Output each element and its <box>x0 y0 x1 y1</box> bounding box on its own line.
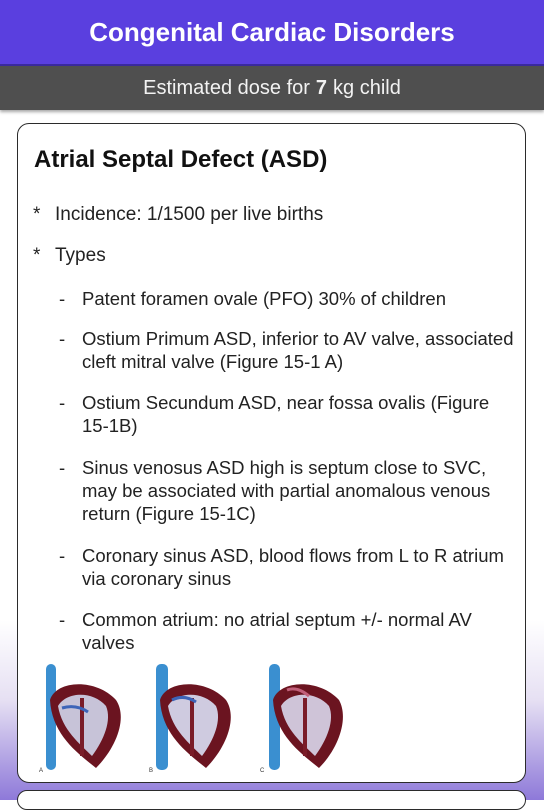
dose-suffix: kg child <box>333 76 401 99</box>
dash-mark: - <box>59 609 66 630</box>
next-card-edge <box>17 790 526 810</box>
bullet-mark: * <box>33 245 41 266</box>
type-text: Common atrium: no atrial septum +/- normal AV valves <box>82 609 472 653</box>
figure-letter-b: B <box>149 768 154 774</box>
app-title: Congenital Cardiac Disorders <box>89 16 455 47</box>
figure-letter-a: A <box>39 768 44 774</box>
type-item <box>59 456 517 525</box>
dose-prefix: Estimated dose for <box>143 76 310 99</box>
bullet-mark: * <box>33 204 41 225</box>
type-item <box>59 544 517 590</box>
type-text: Ostium Secundum ASD, near fossa ovalis (Figure 15-1B) <box>82 392 490 436</box>
type-text: Coronary sinus ASD, blood flows from L to R atrium via coronary sinus <box>82 545 504 589</box>
type-item <box>59 391 517 437</box>
dash-mark: - <box>59 328 66 349</box>
bullet-text: Incidence: 1/1500 per live births <box>55 204 324 225</box>
dash-mark: - <box>59 392 66 413</box>
dash-mark: - <box>59 457 66 478</box>
dose-bar[interactable] <box>0 66 544 110</box>
app-title-bar <box>0 0 544 66</box>
figure-letter-c: C <box>260 768 265 774</box>
content-card <box>17 123 526 783</box>
type-text: Patent foramen ovale (PFO) 30% of children <box>82 288 447 309</box>
dose-weight: 7 <box>315 76 328 99</box>
type-item <box>59 327 517 373</box>
figure-thumbnail-c[interactable] <box>257 660 350 776</box>
type-text: Sinus venosus ASD high is septum close to SVC, may be associated with partial anomalous venous return (Figure 15-1C) <box>82 457 491 524</box>
bullet-item <box>33 204 323 226</box>
figure-thumbnail-b[interactable] <box>146 660 239 776</box>
type-text: Ostium Primum ASD, inferior to AV valve, associated cleft mitral valve (Figure 15-1 A) <box>82 328 514 372</box>
bullet-item <box>33 245 106 267</box>
type-item <box>59 287 517 310</box>
dash-mark: - <box>59 545 66 566</box>
card-title: Atrial Septal Defect (ASD) <box>34 146 328 173</box>
figure-thumbnail-a[interactable] <box>36 660 129 776</box>
dash-mark: - <box>59 288 66 309</box>
type-item <box>59 608 517 654</box>
heart-diagram-icon <box>146 660 239 776</box>
heart-diagram-icon <box>36 660 129 776</box>
heart-diagram-icon <box>257 660 350 776</box>
bullet-text: Types <box>55 245 106 266</box>
